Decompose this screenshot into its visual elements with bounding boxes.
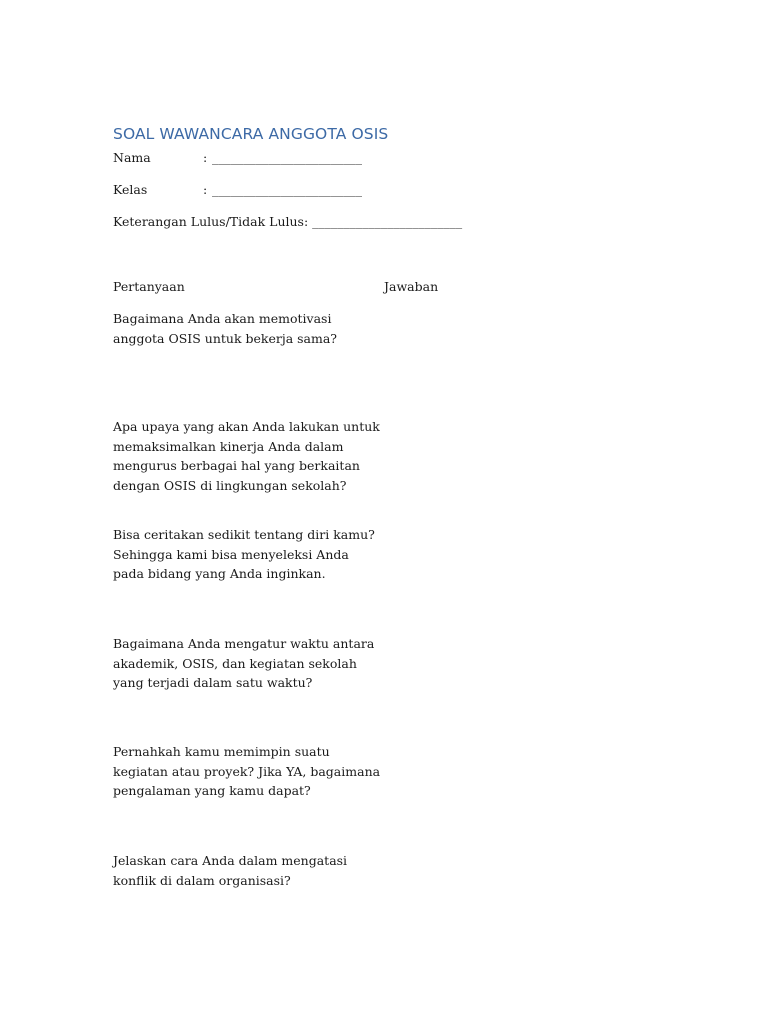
field-keterangan-colon: : — [303, 214, 309, 229]
field-nama — [113, 150, 362, 165]
field-kelas — [113, 182, 362, 197]
field-nama-colon: : — [203, 150, 208, 165]
field-nama-blank: ________________________ — [212, 150, 362, 165]
header-pertanyaan: Pertanyaan — [113, 279, 185, 294]
field-keterangan-blank: ________________________ — [312, 214, 463, 229]
field-kelas-label: Kelas — [113, 182, 148, 197]
question-item: Pernahkah kamu memimpin suatu kegiatan atau proyek? Jika YA, bagaimana pengalaman yang kamu dapat? — [113, 744, 381, 798]
field-nama-label: Nama — [113, 150, 151, 165]
field-kelas-blank: ________________________ — [212, 182, 362, 197]
question-item: Bagaimana Anda akan memotivasi anggota OSIS untuk bekerja sama? — [113, 311, 338, 346]
field-keterangan-label: Keterangan Lulus/Tidak Lulus — [113, 214, 304, 229]
field-kelas-colon: : — [203, 182, 208, 197]
question-item: Bisa ceritakan sedikit tentang diri kamu? Sehingga kami bisa menyeleksi Anda pada bidang yang Anda inginkan. — [113, 527, 375, 581]
document-title: SOAL WAWANCARA ANGGOTA OSIS — [113, 125, 389, 143]
question-item: Apa upaya yang akan Anda lakukan untuk memaksimalkan kinerja Anda dalam mengurus berbagai hal yang berkaitan dengan OSIS di lingkungan sekolah? — [113, 419, 380, 493]
question-item: Bagaimana Anda mengatur waktu antara akademik, OSIS, dan kegiatan sekolah yang terjadi dalam satu waktu? — [113, 636, 375, 690]
question-item: Jelaskan cara Anda dalam mengatasi konflik di dalam organisasi? — [113, 853, 348, 888]
field-keterangan — [113, 214, 462, 229]
header-jawaban: Jawaban — [384, 279, 439, 294]
